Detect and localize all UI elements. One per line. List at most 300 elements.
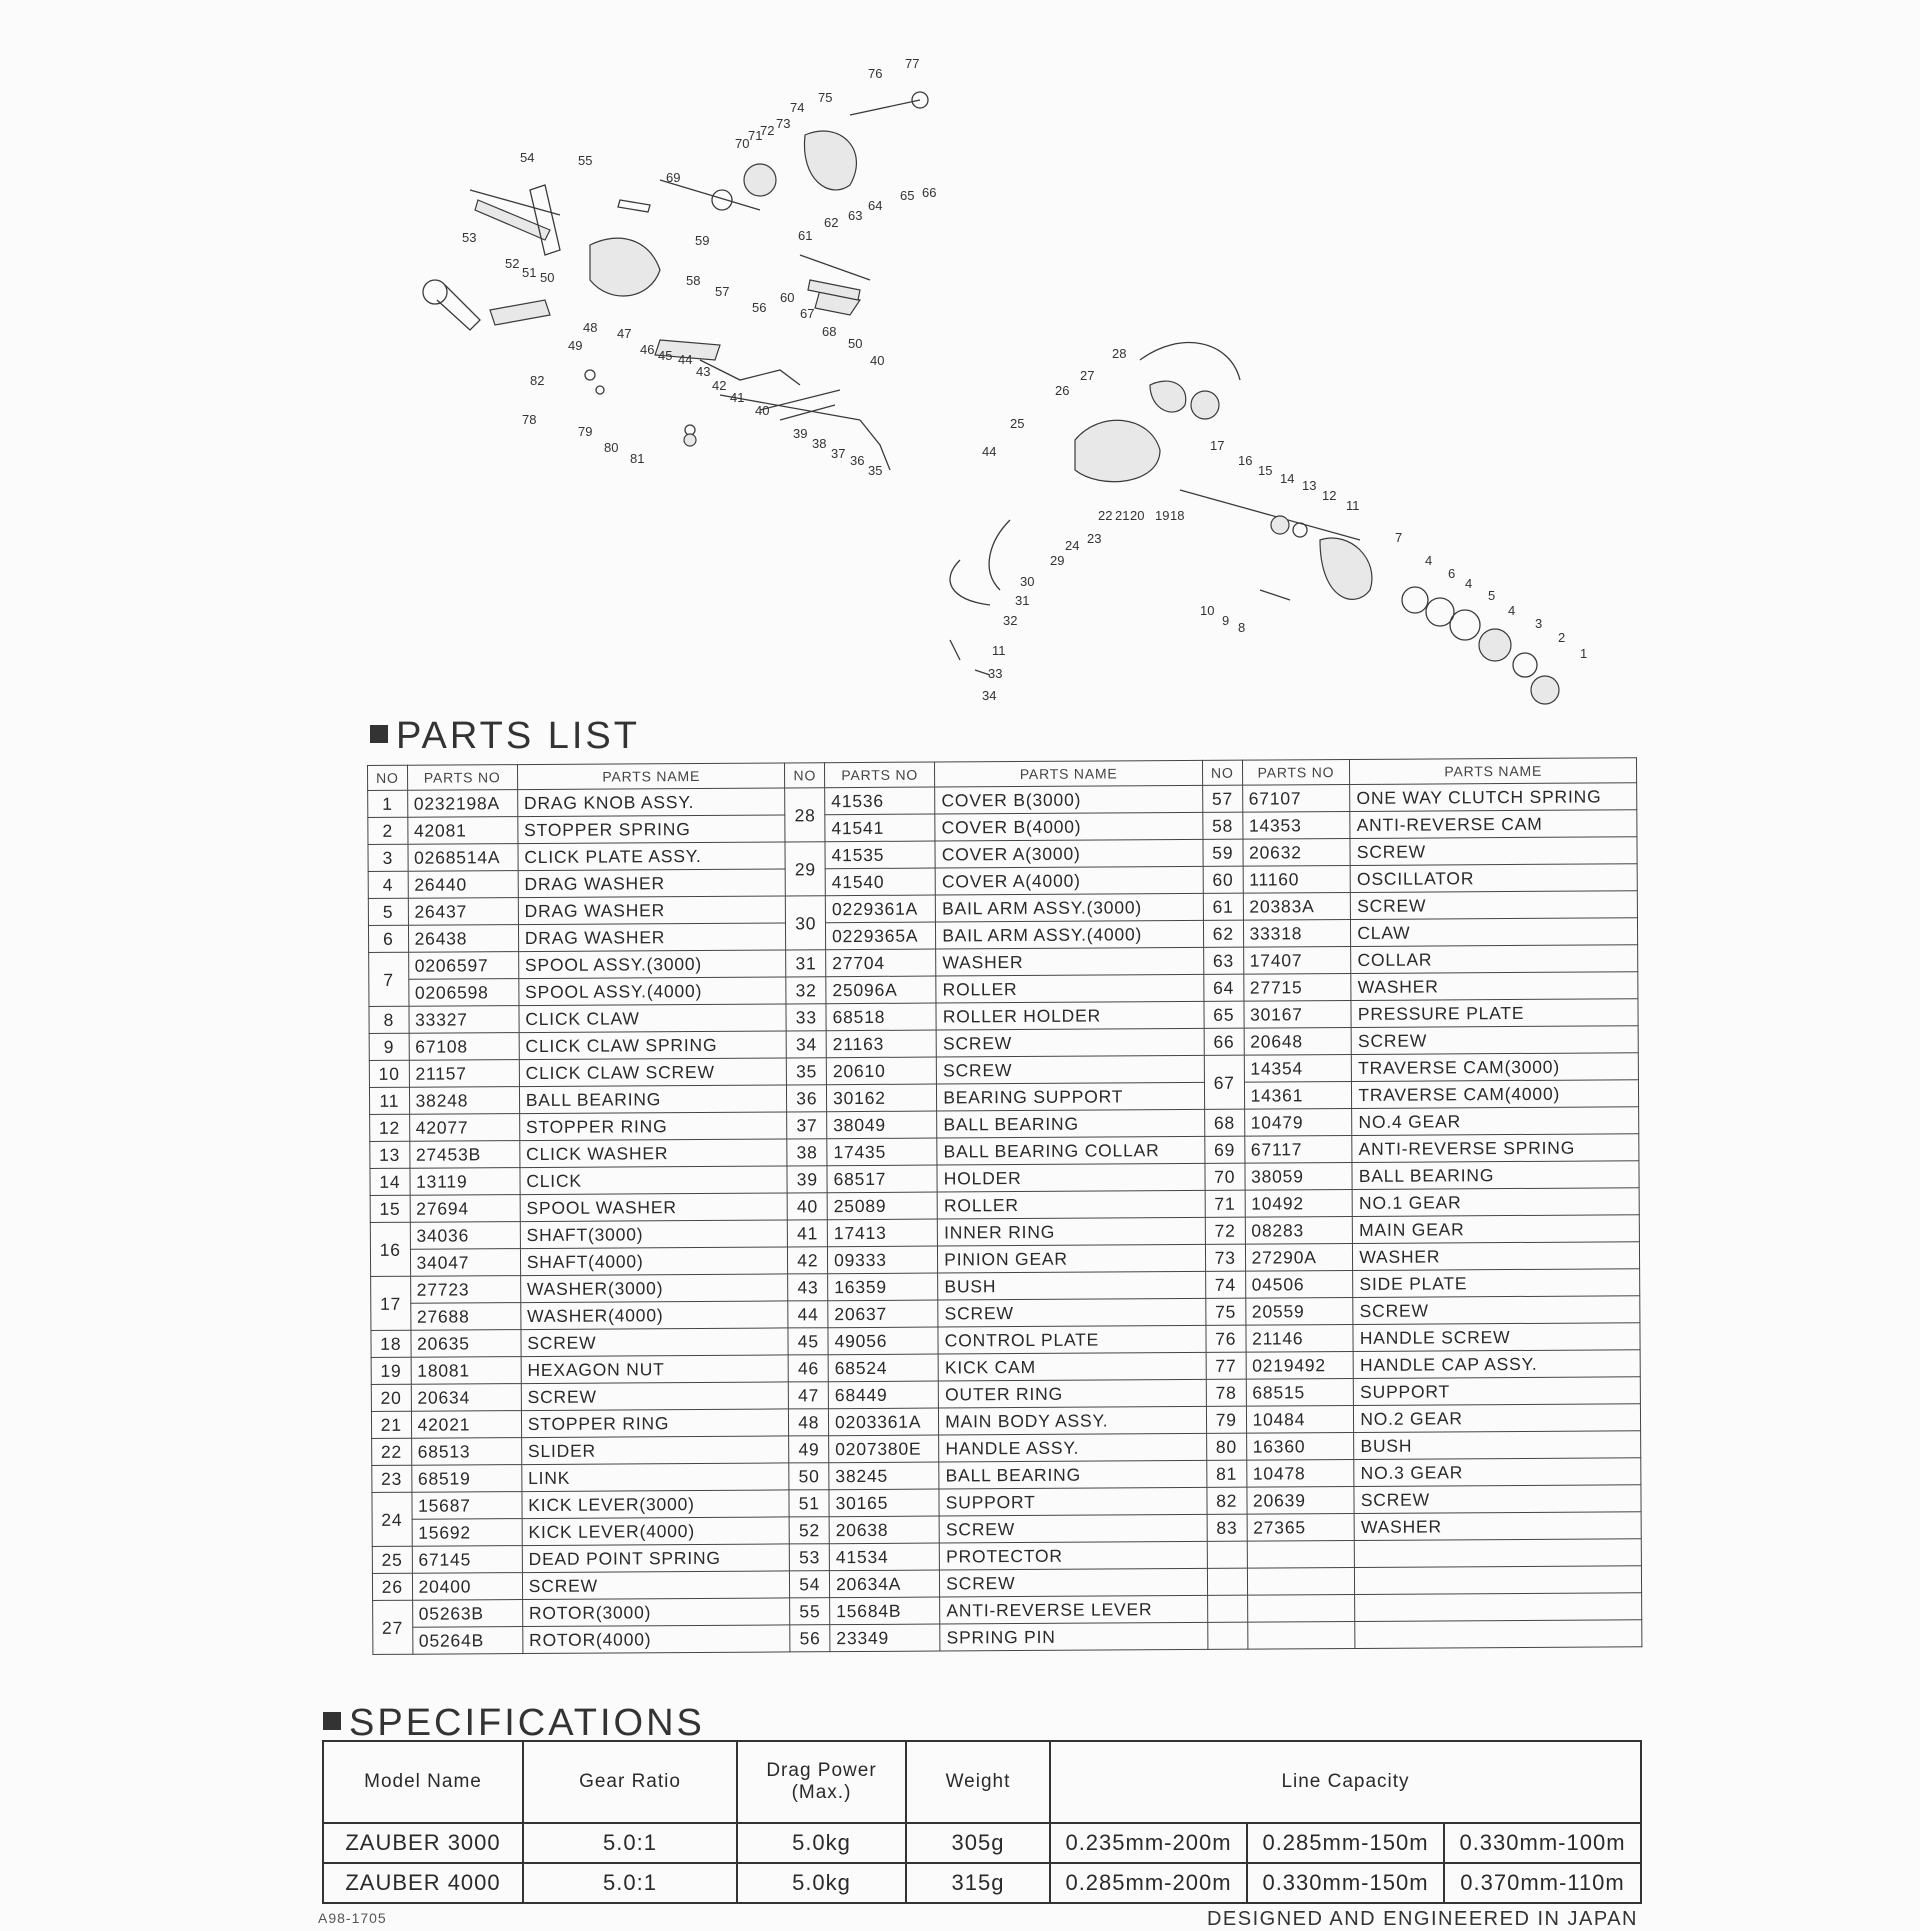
part-callout-label: 77	[905, 56, 920, 71]
part-number-index: 73	[1205, 1244, 1245, 1271]
spec-header-drag-power: Drag Power (Max.)	[737, 1741, 906, 1823]
parts-list-table	[367, 757, 1642, 1655]
part-code: 10484	[1246, 1405, 1354, 1433]
part-callout-label: 64	[868, 198, 883, 213]
part-code: 20635	[411, 1330, 521, 1358]
part-code: 42021	[411, 1411, 521, 1439]
part-number-index: 19	[371, 1357, 411, 1384]
part-number-index: 21	[371, 1411, 411, 1438]
part-code: 27453B	[409, 1141, 519, 1169]
part-name: DEAD POINT SPRING	[522, 1544, 790, 1573]
part-number-index: 23	[372, 1465, 412, 1492]
part-name: SUPPORT	[939, 1487, 1207, 1516]
part-number-index: 46	[789, 1355, 829, 1382]
empty-cell	[1208, 1622, 1248, 1649]
part-callout-label: 46	[640, 342, 655, 357]
part-code: 33318	[1243, 919, 1351, 947]
part-code: 0206598	[408, 979, 518, 1007]
part-number-index: 81	[1207, 1460, 1247, 1487]
part-callout-label: 41	[730, 390, 745, 405]
part-code: 30162	[826, 1084, 936, 1112]
col-header-parts-no: PARTS NO	[825, 762, 935, 788]
specifications-table	[322, 1740, 1642, 1904]
part-code: 26440	[408, 871, 518, 899]
part-name: COVER A(3000)	[935, 839, 1203, 868]
part-callout-label: 12	[1322, 488, 1337, 503]
part-name: SPOOL ASSY.(4000)	[519, 977, 787, 1006]
part-name: SUPPORT	[1354, 1377, 1641, 1406]
part-number-index: 8	[369, 1006, 409, 1033]
part-name: BEARING SUPPORT	[937, 1082, 1205, 1111]
part-name: ANTI-REVERSE CAM	[1350, 810, 1637, 839]
part-number-index: 54	[790, 1571, 830, 1598]
part-callout-label: 22	[1098, 508, 1113, 523]
part-name: WASHER	[1354, 1512, 1641, 1541]
part-number-index: 29	[785, 842, 825, 896]
part-number-index: 20	[371, 1384, 411, 1411]
part-number-index: 78	[1206, 1379, 1246, 1406]
part-number-index: 50	[789, 1463, 829, 1490]
spec-model: ZAUBER 4000	[323, 1863, 523, 1903]
part-name: CLAW	[1351, 918, 1638, 947]
part-number-index: 71	[1205, 1190, 1245, 1217]
part-callout-label: 63	[848, 208, 863, 223]
part-code: 10479	[1244, 1108, 1352, 1136]
part-name: NO.1 GEAR	[1352, 1188, 1639, 1217]
part-name: BALL BEARING	[939, 1460, 1207, 1489]
part-code: 20559	[1245, 1297, 1353, 1325]
part-code: 68449	[828, 1381, 938, 1409]
part-callout-label: 60	[780, 290, 795, 305]
part-name: SCREW	[1351, 891, 1638, 920]
part-name: HEXAGON NUT	[521, 1355, 789, 1384]
part-name: COVER B(4000)	[935, 812, 1203, 841]
part-number-index: 83	[1207, 1514, 1247, 1541]
part-name: SCREW	[936, 1028, 1204, 1057]
part-callout-label: 23	[1087, 531, 1102, 546]
part-number-index: 80	[1207, 1433, 1247, 1460]
part-number-index: 59	[1203, 839, 1243, 866]
part-code: 17407	[1243, 946, 1351, 974]
part-callout-label: 44	[678, 352, 693, 367]
part-number-index: 70	[1205, 1163, 1245, 1190]
part-callout-label: 28	[1112, 346, 1127, 361]
part-code: 0229365A	[826, 922, 936, 950]
part-name: SCREW	[937, 1055, 1205, 1084]
part-code: 27704	[826, 949, 936, 977]
part-callout-label: 66	[922, 185, 937, 200]
part-code: 0203361A	[828, 1408, 938, 1436]
part-number-index: 72	[1205, 1217, 1245, 1244]
part-callout-label: 55	[578, 153, 593, 168]
diagram-callout-labels	[462, 56, 1587, 703]
part-code: 0219492	[1246, 1351, 1354, 1379]
part-callout-label: 54	[520, 150, 535, 165]
spec-row	[323, 1823, 1641, 1863]
part-callout-label: 38	[812, 436, 827, 451]
part-callout-label: 73	[776, 116, 791, 131]
part-number-index: 76	[1206, 1325, 1246, 1352]
part-callout-label: 52	[505, 256, 520, 271]
part-number-index: 40	[788, 1193, 828, 1220]
part-number-index: 55	[790, 1598, 830, 1625]
part-code: 15687	[411, 1492, 521, 1520]
part-callout-label: 21	[1115, 508, 1130, 523]
part-number-index: 51	[789, 1490, 829, 1517]
part-number-index: 33	[786, 1004, 826, 1031]
spec-header-model: Model Name	[323, 1741, 523, 1823]
part-code: 14361	[1244, 1081, 1352, 1109]
part-callout-label: 40	[870, 353, 885, 368]
part-callout-label: 20	[1130, 508, 1145, 523]
part-name: SCREW	[1351, 1026, 1638, 1055]
part-callout-label: 39	[793, 426, 808, 441]
part-callout-label: 11	[992, 643, 1006, 658]
part-name: SHAFT(4000)	[520, 1247, 788, 1276]
parts-table-body	[368, 783, 1642, 1655]
spec-line-capacity: 0.330mm-150m	[1247, 1863, 1444, 1903]
part-number-index: 2	[368, 817, 408, 844]
part-code: 67108	[409, 1033, 519, 1061]
part-name: OSCILLATOR	[1350, 864, 1637, 893]
part-code: 20639	[1246, 1486, 1354, 1514]
heading-square-icon	[323, 1712, 341, 1730]
part-name: LINK	[522, 1463, 790, 1492]
part-name: SCREW	[1353, 1296, 1640, 1325]
specs-header-row	[323, 1741, 1641, 1823]
part-callout-label: 30	[1020, 574, 1035, 589]
part-number-index: 36	[787, 1085, 827, 1112]
part-name: DRAG WASHER	[518, 869, 786, 898]
diagram-lower-assembly	[950, 343, 1559, 704]
part-name: ROTOR(3000)	[522, 1598, 790, 1627]
part-number-index: 32	[786, 977, 826, 1004]
part-code: 20400	[412, 1573, 522, 1601]
part-callout-label: 65	[900, 188, 915, 203]
part-name: CLICK WASHER	[520, 1139, 788, 1168]
part-code: 68519	[411, 1465, 521, 1493]
part-code: 17435	[827, 1138, 937, 1166]
part-name: SPRING PIN	[940, 1622, 1208, 1651]
part-name: SCREW	[521, 1328, 789, 1357]
col-header-no: NO	[368, 765, 408, 790]
col-header-no: NO	[785, 763, 825, 788]
part-code: 13119	[410, 1168, 520, 1196]
part-number-index: 65	[1204, 1001, 1244, 1028]
part-name: COVER B(3000)	[935, 785, 1203, 814]
part-name: WASHER(4000)	[521, 1301, 789, 1330]
spec-header-gear-ratio: Gear Ratio	[523, 1741, 737, 1823]
part-callout-label: 82	[530, 373, 545, 388]
part-name: KICK CAM	[938, 1352, 1206, 1381]
part-number-index: 6	[368, 925, 408, 952]
part-name: SCREW	[1350, 837, 1637, 866]
part-code: 15684B	[830, 1597, 940, 1625]
part-number-index: 4	[368, 871, 408, 898]
part-number-index: 62	[1203, 920, 1243, 947]
part-number-index: 68	[1205, 1109, 1245, 1136]
part-callout-label: 19	[1155, 508, 1170, 523]
part-code: 20648	[1244, 1027, 1352, 1055]
spec-weight: 305g	[906, 1823, 1050, 1863]
part-code: 27688	[410, 1303, 520, 1331]
designed-in-japan-note: DESIGNED AND ENGINEERED IN JAPAN	[1206, 1908, 1638, 1930]
part-callout-label: 36	[850, 453, 865, 468]
part-code: 27715	[1243, 973, 1351, 1001]
part-name: HOLDER	[937, 1163, 1205, 1192]
part-callout-label: 4	[1465, 576, 1473, 591]
part-callout-label: 24	[1065, 538, 1080, 553]
part-name: PINION GEAR	[938, 1244, 1206, 1273]
part-number-index: 38	[787, 1139, 827, 1166]
part-callout-label: 69	[666, 170, 681, 185]
part-name: BAIL ARM ASSY.(3000)	[936, 893, 1204, 922]
part-name: SHAFT(3000)	[520, 1220, 788, 1249]
part-name: ANTI-REVERSE LEVER	[940, 1595, 1208, 1624]
part-code: 20638	[829, 1516, 939, 1544]
part-name: HANDLE SCREW	[1353, 1323, 1640, 1352]
part-callout-label: 31	[1015, 593, 1030, 608]
part-callout-label: 50	[540, 270, 555, 285]
empty-cell	[1247, 1540, 1355, 1568]
part-code: 41541	[825, 814, 935, 842]
part-code: 33327	[409, 1006, 519, 1034]
spec-line-capacity: 0.285mm-200m	[1050, 1863, 1247, 1903]
part-code: 17413	[827, 1219, 937, 1247]
empty-cell	[1355, 1593, 1642, 1622]
part-number-index: 61	[1203, 893, 1243, 920]
spec-line-capacity: 0.285mm-150m	[1247, 1823, 1444, 1863]
part-callout-label: 34	[982, 688, 997, 703]
part-number-index: 18	[371, 1330, 411, 1357]
spec-line-capacity: 0.235mm-200m	[1050, 1823, 1247, 1863]
part-code: 30165	[829, 1489, 939, 1517]
part-code: 16359	[828, 1273, 938, 1301]
part-number-index: 12	[370, 1114, 410, 1141]
part-callout-label: 58	[686, 273, 701, 288]
part-name: SCREW	[1354, 1485, 1641, 1514]
part-number-index: 43	[788, 1274, 828, 1301]
part-code: 20610	[826, 1057, 936, 1085]
part-code: 18081	[411, 1357, 521, 1385]
part-number-index: 48	[789, 1409, 829, 1436]
empty-cell	[1207, 1541, 1247, 1568]
part-callout-label: 50	[848, 336, 863, 351]
part-name: BAIL ARM ASSY.(4000)	[936, 920, 1204, 949]
part-name: BALL BEARING	[937, 1109, 1205, 1138]
part-code: 20634	[411, 1384, 521, 1412]
part-code: 68518	[826, 1003, 936, 1031]
part-code: 49056	[828, 1327, 938, 1355]
part-callout-label: 16	[1238, 453, 1253, 468]
part-name: CLICK PLATE ASSY.	[518, 842, 786, 871]
part-code: 20634A	[829, 1570, 939, 1598]
part-number-index: 69	[1205, 1136, 1245, 1163]
part-number-index: 34	[787, 1031, 827, 1058]
part-callout-label: 33	[988, 666, 1003, 681]
part-code: 20637	[828, 1300, 938, 1328]
part-code: 25096A	[826, 976, 936, 1004]
spec-header-weight: Weight	[906, 1741, 1050, 1823]
part-number-index: 22	[372, 1438, 412, 1465]
part-code: 34047	[410, 1249, 520, 1277]
part-callout-label: 48	[583, 320, 598, 335]
part-callout-label: 78	[522, 412, 537, 427]
part-name: ROLLER	[936, 974, 1204, 1003]
empty-cell	[1247, 1567, 1355, 1595]
part-code: 27365	[1247, 1513, 1355, 1541]
part-name: BALL BEARING	[519, 1085, 787, 1114]
part-code: 38245	[829, 1462, 939, 1490]
part-code: 68524	[828, 1354, 938, 1382]
part-number-index: 52	[790, 1517, 830, 1544]
part-name: STOPPER SPRING	[518, 815, 786, 844]
part-number-index: 11	[369, 1087, 409, 1114]
part-callout-label: 51	[522, 265, 537, 280]
part-number-index: 58	[1203, 812, 1243, 839]
empty-cell	[1247, 1621, 1355, 1649]
part-number-index: 39	[787, 1166, 827, 1193]
part-number-index: 25	[372, 1546, 412, 1573]
part-code: 11160	[1243, 865, 1351, 893]
part-code: 20632	[1242, 838, 1350, 866]
part-callout-label: 56	[752, 300, 767, 315]
part-code: 04506	[1245, 1270, 1353, 1298]
part-callout-label: 27	[1080, 368, 1095, 383]
part-number-index: 49	[789, 1436, 829, 1463]
part-number-index: 74	[1206, 1271, 1246, 1298]
col-header-parts-name: PARTS NAME	[935, 760, 1203, 787]
part-callout-label: 35	[868, 463, 883, 478]
spec-row	[323, 1863, 1641, 1903]
part-number-index: 13	[370, 1141, 410, 1168]
part-number-index: 5	[368, 898, 408, 925]
part-number-index: 31	[786, 950, 826, 977]
part-code: 16360	[1246, 1432, 1354, 1460]
part-name: CONTROL PLATE	[938, 1325, 1206, 1354]
part-name: COVER A(4000)	[935, 866, 1203, 895]
spec-line-capacity: 0.370mm-110m	[1444, 1863, 1641, 1903]
part-number-index: 42	[788, 1247, 828, 1274]
part-code: 41535	[825, 841, 935, 869]
part-name: TRAVERSE CAM(4000)	[1352, 1080, 1639, 1109]
part-number-index: 41	[788, 1220, 828, 1247]
part-name: SCREW	[938, 1298, 1206, 1327]
spec-gear-ratio: 5.0:1	[523, 1823, 737, 1863]
part-callout-label: 9	[1222, 613, 1230, 628]
part-number-index: 37	[787, 1112, 827, 1139]
part-code: 26438	[408, 925, 518, 953]
part-number-index: 28	[785, 788, 825, 842]
part-callout-label: 32	[1003, 613, 1018, 628]
col-header-no: NO	[1202, 760, 1242, 785]
part-name: SCREW	[939, 1514, 1207, 1543]
part-name: MAIN BODY ASSY.	[939, 1406, 1207, 1435]
part-code: 68517	[827, 1165, 937, 1193]
part-code: 26437	[408, 898, 518, 926]
part-name: BUSH	[938, 1271, 1206, 1300]
part-name: KICK LEVER(4000)	[522, 1517, 790, 1546]
part-number-index: 47	[789, 1382, 829, 1409]
part-callout-label: 61	[798, 228, 813, 243]
spec-drag-power: 5.0kg	[737, 1823, 906, 1863]
part-callout-label: 17	[1210, 438, 1225, 453]
part-number-index: 60	[1203, 866, 1243, 893]
part-number-index: 82	[1207, 1487, 1247, 1514]
part-callout-label: 44	[982, 444, 997, 459]
part-callout-label: 75	[818, 90, 833, 105]
part-code: 38248	[409, 1087, 519, 1115]
part-name: SCREW	[521, 1382, 789, 1411]
part-callout-label: 40	[755, 403, 770, 418]
empty-cell	[1355, 1620, 1642, 1649]
part-callout-label: 14	[1280, 471, 1295, 486]
part-name: DRAG WASHER	[518, 923, 786, 952]
part-name: WASHER	[1351, 972, 1638, 1001]
part-number-index: 77	[1206, 1352, 1246, 1379]
part-name: NO.4 GEAR	[1352, 1107, 1639, 1136]
part-name: BALL BEARING COLLAR	[937, 1136, 1205, 1165]
part-number-index: 57	[1203, 785, 1243, 812]
part-code: 10492	[1245, 1189, 1353, 1217]
part-name: SPOOL ASSY.(3000)	[518, 950, 786, 979]
part-number-index: 16	[370, 1222, 410, 1276]
part-number-index: 3	[368, 844, 408, 871]
part-number-index: 24	[372, 1492, 412, 1546]
col-header-parts-no: PARTS NO	[407, 765, 517, 791]
spec-line-capacity: 0.330mm-100m	[1444, 1823, 1641, 1863]
part-number-index: 64	[1204, 974, 1244, 1001]
spec-weight: 315g	[906, 1863, 1050, 1903]
part-callout-label: 43	[696, 364, 711, 379]
part-name: CLICK CLAW SCREW	[519, 1058, 787, 1087]
part-name: CLICK CLAW	[519, 1004, 787, 1033]
part-callout-label: 13	[1302, 478, 1317, 493]
part-code: 0232198A	[407, 790, 517, 818]
part-name: SLIDER	[521, 1436, 789, 1465]
part-code: 0207380E	[829, 1435, 939, 1463]
part-callout-label: 74	[790, 100, 805, 115]
part-number-index: 35	[787, 1058, 827, 1085]
part-callout-label: 11	[1346, 498, 1360, 513]
part-code: 25089	[827, 1192, 937, 1220]
part-callout-label: 5	[1488, 588, 1496, 603]
part-name: BUSH	[1354, 1431, 1641, 1460]
specifications-heading-text: SPECIFICATIONS	[349, 1702, 705, 1744]
part-code: 38059	[1244, 1162, 1352, 1190]
part-callout-label: 47	[617, 326, 632, 341]
part-code: 15692	[412, 1519, 522, 1547]
part-name: DRAG KNOB ASSY.	[517, 788, 785, 817]
part-name: STOPPER RING	[521, 1409, 789, 1438]
part-name: ONE WAY CLUTCH SPRING	[1350, 783, 1637, 812]
part-name: ROLLER	[937, 1190, 1205, 1219]
part-callout-label: 26	[1055, 383, 1070, 398]
part-number-index: 1	[368, 790, 408, 817]
spec-header-line-capacity: Line Capacity	[1050, 1741, 1641, 1823]
part-callout-label: 53	[462, 230, 477, 245]
part-name: NO.3 GEAR	[1354, 1458, 1641, 1487]
heading-square-icon	[370, 725, 388, 743]
part-number-index: 63	[1204, 947, 1244, 974]
part-name: COLLAR	[1351, 945, 1638, 974]
part-callout-label: 4	[1508, 603, 1516, 618]
part-callout-label: 4	[1425, 553, 1433, 568]
part-code: 10478	[1246, 1459, 1354, 1487]
specifications-heading	[323, 1702, 705, 1745]
empty-cell	[1207, 1568, 1247, 1595]
part-number-index: 27	[373, 1600, 413, 1654]
